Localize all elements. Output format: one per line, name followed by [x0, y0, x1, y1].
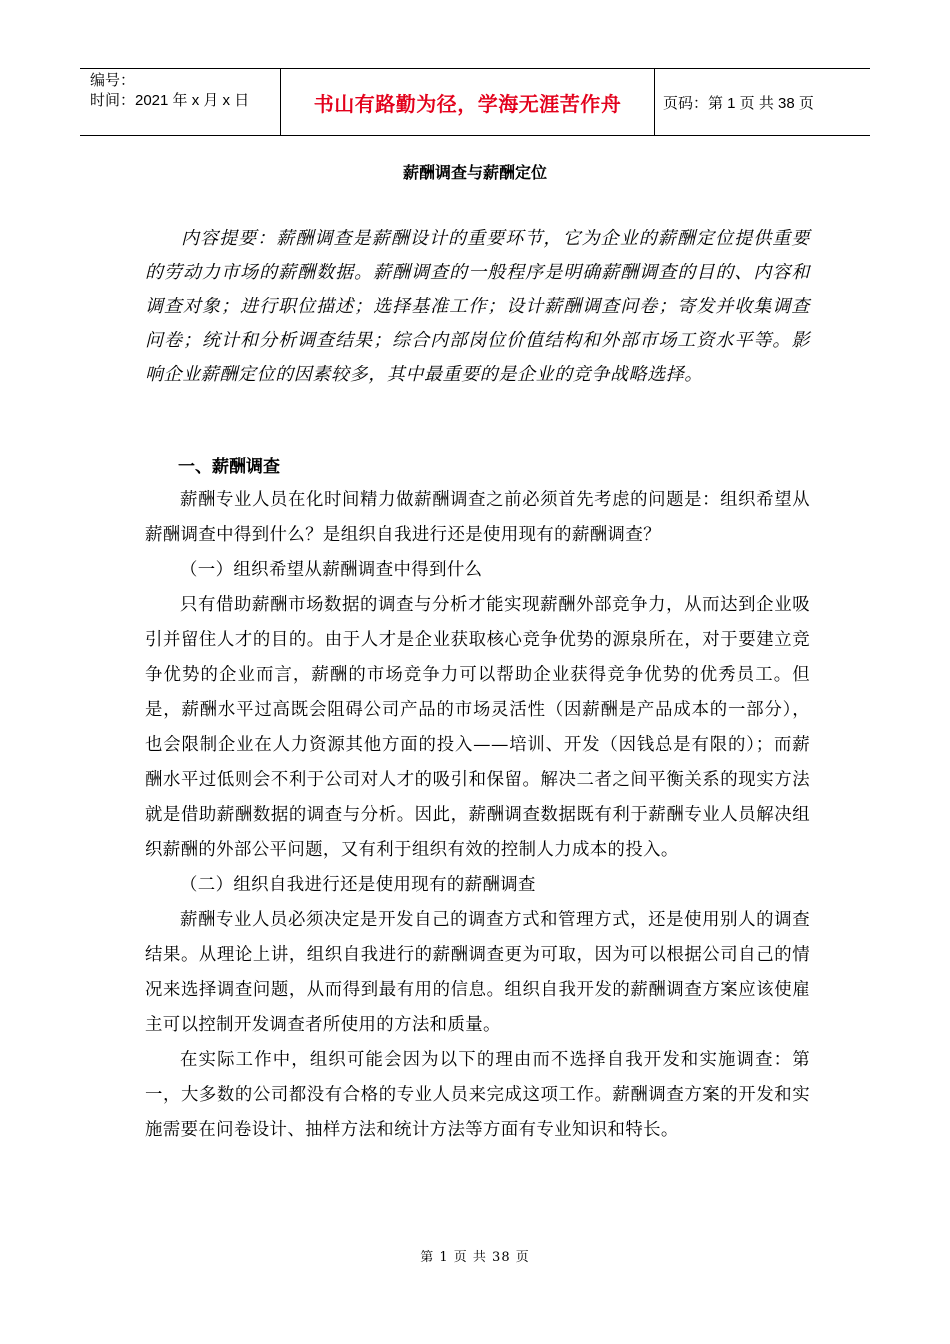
section-body — [145, 483, 810, 1148]
section-intro-paragraph: 薪酬专业人员在化时间精力做薪酬调查之前必须首先考虑的问题是：组织希望从薪酬调查中得到什么？是组织自我进行还是使用现有的薪酬调查？ — [145, 490, 810, 545]
document-title: 薪酬调查与薪酬定位 — [402, 163, 547, 182]
page-footer: 第 1 页 共 38 页 — [420, 1250, 530, 1265]
subsection-heading-2: （二）组织自我进行还是使用现有的薪酬调查 — [180, 875, 536, 895]
subsection-heading-1: （一）组织希望从薪酬调查中得到什么 — [180, 560, 483, 580]
header-page-info: 页码：第 1 页 共 38 页 — [663, 94, 814, 112]
document-date: 时间：2021 年 x 月 x 日 — [90, 92, 250, 109]
header-motto-cell — [280, 69, 655, 135]
subsection-2-paragraph-2: 在实际工作中，组织可能会因为以下的理由而不选择自我开发和实施调查：第一，大多数的公司都没有合格的专业人员来完成这项工作。薪酬调查方案的开发和实施需要在问卷设计、抽样方法和统计方法等方面有专业知识和特长。 — [145, 1050, 810, 1140]
page-header — [80, 68, 870, 136]
subsection-2-paragraph-1: 薪酬专业人员必须决定是开发自己的调查方式和管理方式，还是使用别人的调查结果。从理论上讲，组织自我进行的薪酬调查更为可取，因为可以根据公司自己的情况来选择调查问题，从而得到最有用的信息。组织自我开发的薪酬调查方案应该使雇主可以控制开发调查者所使用的方法和质量。 — [145, 910, 810, 1035]
header-meta-cell — [80, 69, 280, 135]
abstract-paragraph: 内容提要：薪酬调查是薪酬设计的重要环节，它为企业的薪酬定位提供重要的劳动力市场的薪酬数据。薪酬调查的一般程序是明确薪酬调查的目的、内容和调查对象；进行职位描述；选择基准工作；设计薪酬调查问卷；寄发并收集调查问卷；统计和分析调查结果；综合内部岗位价值结构和外部市场工资水平等。影响企业薪酬定位的因素较多，其中最重要的是企业的竞争战略选择。 — [145, 228, 810, 385]
header-page-cell — [655, 69, 870, 135]
header-motto: 书山有路勤为径，学海无涯苦作舟 — [313, 91, 622, 116]
section-heading: 一、薪酬调查 — [178, 457, 280, 477]
subsection-1-paragraph: 只有借助薪酬市场数据的调查与分析才能实现薪酬外部竞争力，从而达到企业吸引并留住人才的目的。由于人才是企业获取核心竞争优势的源泉所在，对于要建立竞争优势的企业而言，薪酬的市场竞争力可以帮助企业获得竞争优势的优秀员工。但是，薪酬水平过高既会阻碍公司产品的市场灵活性（因薪酬是产品成本的一部分），也会限制企业在人力资源其他方面的投入——培训、开发（因钱总是有限的）；而薪酬水平过低则会不利于公司对人才的吸引和保留。解决二者之间平衡关系的现实方法就是借助薪酬数据的调查与分析。因此，薪酬调查数据既有利于薪酬专业人员解决组织薪酬的外部公平问题，又有利于组织有效的控制人力成本的投入。 — [145, 595, 810, 860]
document-number-label: 编号： — [90, 72, 136, 89]
